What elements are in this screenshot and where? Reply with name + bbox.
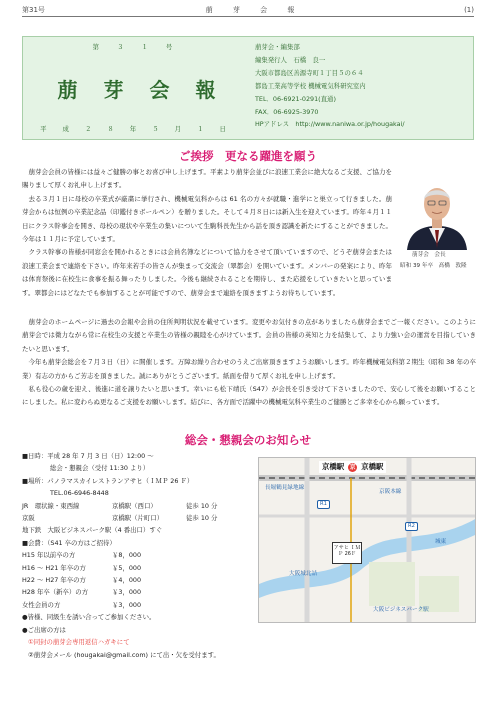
notice-title: 総会・懇親会のお知らせ	[184, 433, 312, 447]
president-portrait	[399, 172, 475, 250]
greeting-intro	[22, 166, 392, 300]
access-row	[22, 500, 258, 512]
access-walk: 徒歩 10 分	[186, 514, 218, 523]
station-badge	[319, 461, 386, 473]
fee-row	[22, 562, 258, 574]
venue-marker: アサヒ ＩＭＰ 26Ｆ	[332, 542, 362, 564]
greeting-body	[22, 316, 476, 410]
fee-amount: ￥3，000	[112, 600, 142, 609]
paragraph: クラス幹事の皆様が同窓会を開かれるときには会員名簿などについて協力をさせて頂いていますので、どうぞ萠芽会または浪速工業会まで連絡を下さい。昨年来若手の皆さんが集まって交流会（翠都会）を開いています。メンバーの発案により、昨年は体育祭後に在校生に食事を振る舞ったりしました。今後も継続されることを期待し、また応援をしていきたいと思っています。翠都会にはどなたでも参加することが可能ですので、萠芽会まで連絡を頂きますようお待ちしています。	[22, 248, 392, 297]
portrait-caption-role: 萠芽会 会長	[412, 252, 446, 258]
access-station: 京橋駅（片町口）	[112, 514, 164, 523]
map-label: 城東	[435, 539, 447, 545]
station-marker-icon: 京	[349, 463, 356, 471]
publisher-line: 大阪市都島区善源寺町１丁目５の６４	[255, 68, 364, 77]
publisher-line: 都島工業高等学校 機械電気科研究室内	[255, 81, 366, 90]
publisher-line: 編集発行人 石橋 良一	[255, 55, 326, 64]
masthead-title: 萠芽会報	[57, 78, 242, 102]
masthead-title-block	[23, 37, 250, 139]
fee-row	[22, 586, 258, 598]
fee-amount: ￥4，000	[112, 576, 142, 585]
publisher-line: FAX．06-6925-3970	[255, 107, 319, 116]
fee-row	[22, 549, 258, 561]
station-right: 京橋駅	[361, 462, 384, 472]
map-label: 大阪城北詰	[289, 571, 317, 577]
route-marker: R2	[405, 522, 418, 531]
greeting-title: ご挨拶 更なる躍進を願う	[179, 149, 317, 163]
meeting-details	[22, 450, 258, 661]
date-line: ■日時：平成 28 年 7 月 3 日（日）12:00 ～	[22, 452, 154, 460]
venue-line: ■場所：パノラマスカイレストランアサヒ（ＩＭＰ 26 Ｆ）	[22, 476, 194, 485]
map-label: 大阪ビジネスパーク駅	[373, 607, 429, 613]
fee-label: H16 ～ H21 年卒の方	[22, 563, 86, 572]
fee-label: H22 ～ H27 年卒の方	[22, 576, 86, 585]
paragraph: 萠芽会のホームページに過去の会報や会員の住所判明状況を載せています。変更やお気付きの点がありましたら萠芽会までご一報ください。このように萠芽会では微力ながら常に在校生の支援と卒業生の皆様の親睦を心がけています。会員の皆様の英知と力を結集して、より力強い会の運営を目指していきたいと思います。	[22, 318, 476, 353]
publisher-line: HPアドレス http://www.naniwa.or.jp/hougakai/	[255, 120, 405, 129]
rsvp-postcard: ①同封の萠芽会専用返信ハガキにて	[28, 638, 130, 647]
access-walk: 徒歩 10 分	[186, 501, 218, 510]
subway-access: 地下鉄 大阪ビジネスパーク駅（4 番出口）すぐ	[22, 526, 163, 535]
access-map	[258, 457, 476, 623]
fee-label: H15 年以前卒の方	[22, 551, 76, 560]
paragraph: 私も役心の歳を迎え、後進に道を譲りたいと思います。幸いにも松下靖氏（S47）が会長を引き受けて下さいましたので、安心して後をお願いすることにしました。私に変わらぬ更なるご支援をお願いします。結びに、各方面で活躍中の機械電気科卒業生のご健勝とご多幸を心から願っています。	[22, 385, 476, 407]
paragraph: 去る３月１日に母校の卒業式が厳粛に挙行され、機械電気科からは 61 名の方々が就職・進学にと巣立って行きました。萠芽会からは恒例の卒業記念品（印鑑付きボールペン）を贈りました。そして４月８日には新入生を迎えています。昨年４月１１日にクラス幹事会を開き、母校の現状や卒業生の集いについて生駒科長先生から話を頂き認識を新たにすることができました。今年は１１月に予定しています。	[22, 194, 392, 244]
invite-note: ●皆様、同級生を誘い合ってご参加ください。	[22, 613, 156, 622]
masthead-date: 平 成 ２ ８ 年 ５ 月 １ 日	[40, 125, 233, 133]
fee-heading: ■会費：（S41 卒の方はご招待）	[22, 538, 116, 547]
rsvp-note: ●ご出席の方は	[22, 625, 66, 634]
newsletter-name: 萠 芽 会 報	[205, 6, 304, 15]
masthead	[22, 36, 474, 140]
rsvp-email: ②萠芽会メール (hougakai@gmail.com) にて出・欠を受付ます。	[28, 650, 220, 659]
fee-label: 女性会員の方	[22, 600, 61, 609]
fee-row	[22, 574, 258, 586]
access-line: 京阪	[22, 514, 35, 523]
date-sub: 総会・懇親会（受付 11:30 より）	[50, 464, 150, 473]
map-label: 京阪本線	[379, 489, 402, 495]
access-line: JR 環状線・東西線	[22, 501, 80, 510]
fee-amount: ￥5，000	[112, 563, 142, 572]
map-label: 長堀鶴見緑地線	[265, 485, 305, 491]
route-marker: R1	[317, 500, 330, 509]
masthead-issue: 第 ３ １ 号	[92, 43, 181, 51]
publisher-line: TEL．06-6921-0291(直通)	[255, 94, 336, 103]
fee-amount: ￥8，000	[112, 551, 142, 560]
paragraph: 今年も萠芽会総会を７月３日（日）に開催します。万障お繰り合わせのうえご出席頂きますようお願いします。昨年機械電気科第２期生（昭和 38 年の卒業）有志の方からご芳志を頂きました。誠にありがとうございます。紙面を借りて厚くお礼を申し上げます。	[22, 358, 476, 380]
access-row	[22, 512, 258, 524]
running-header	[22, 5, 474, 17]
fee-amount: ￥3，000	[112, 588, 142, 597]
issue-number: 第31号	[22, 6, 45, 15]
venue-tel: TEL.06-6946-8448	[50, 489, 109, 498]
access-station: 京橋駅（西口）	[112, 501, 157, 510]
paragraph: 萠芽会会員の皆様には益々ご健勝の事とお喜び申し上げます。平素より萠芽会並びに浪速工業会に絶大なるご支援、ご協力を賜りまして厚くお礼申し上げます。	[22, 168, 392, 190]
station-left: 京橋駅	[322, 462, 345, 472]
portrait-caption-name: 昭和 39 年卒 髙橋 敦隆	[400, 263, 467, 269]
publisher-line: 萠芽会・編集部	[255, 43, 300, 51]
page-number: (1)	[464, 6, 474, 15]
fee-row	[22, 599, 258, 611]
fee-label: H28 年卒（新卒）の方	[22, 588, 89, 597]
publisher-info	[255, 41, 471, 131]
